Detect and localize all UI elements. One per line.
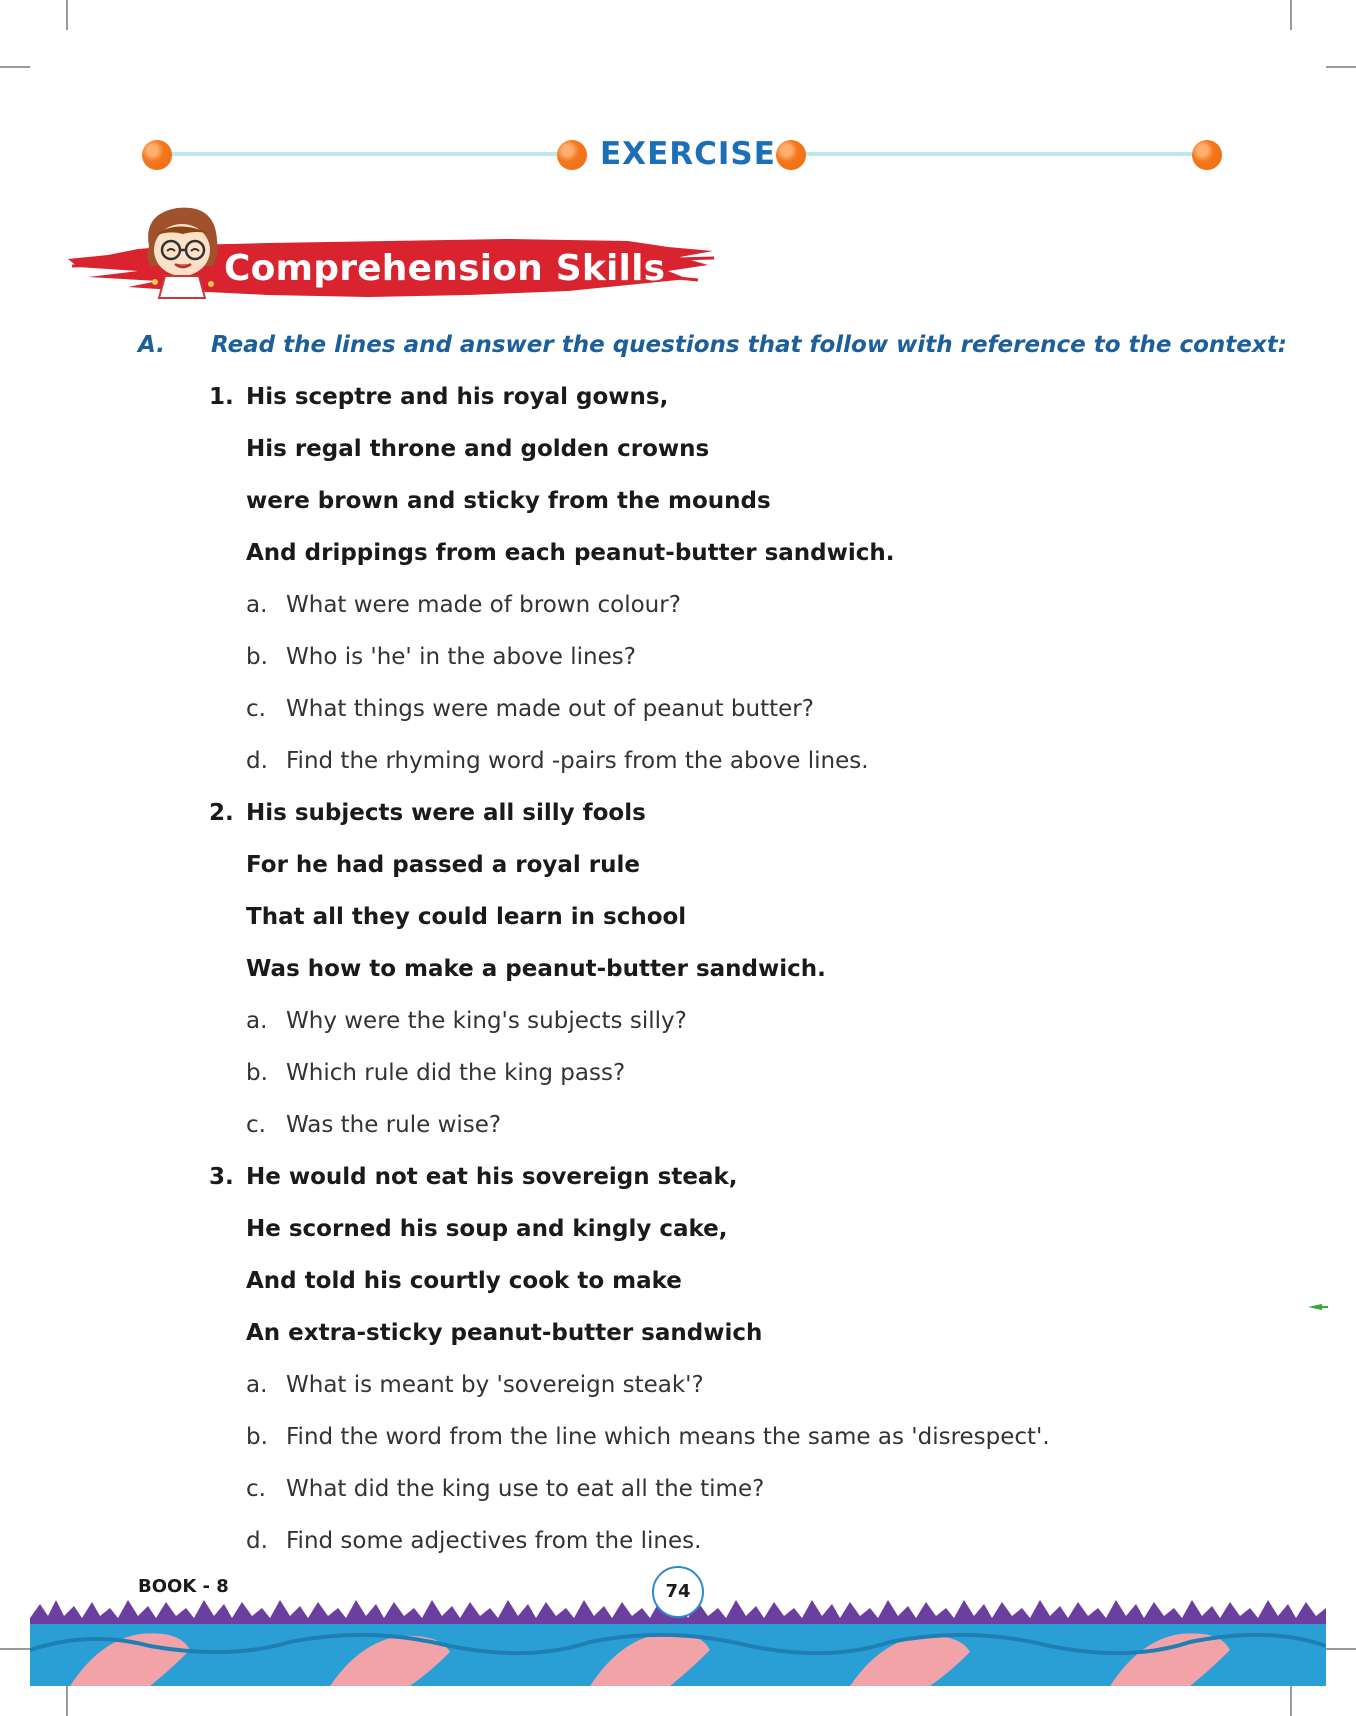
poem-line: His sceptre and his royal gowns, [246,384,669,410]
sub-question-letter: a. [246,592,268,618]
exercise-header [0,128,1356,180]
sub-question-text: What were made of brown colour? [286,592,681,618]
header-rule-right [800,152,1200,156]
sub-question-text: Find the word from the line which means the same as 'disrespect'. [286,1424,1050,1450]
poem-line: That all they could learn in school [246,904,687,930]
sub-question-text: Was the rule wise? [286,1112,502,1138]
poem-line: An extra-sticky peanut-butter sandwich [246,1320,763,1346]
question-number: 1. [209,384,234,410]
crop-mark [1290,0,1292,30]
sub-question-letter: c. [246,696,266,722]
sub-question-text: What did the king use to eat all the time? [286,1476,765,1502]
poem-line: Was how to make a peanut-butter sandwich. [246,956,826,982]
crop-mark [1290,1686,1292,1716]
poem-line: He would not eat his sovereign steak, [246,1164,738,1190]
sub-question-text: What things were made out of peanut butter? [286,696,814,722]
crop-mark [1326,66,1356,68]
poem-line: His subjects were all silly fools [246,800,646,826]
sub-question-letter: a. [246,1008,268,1034]
poem-line: For he had passed a royal rule [246,852,640,878]
poem-line: were brown and sticky from the mounds [246,488,771,514]
instruction-text: Read the lines and answer the questions that follow with reference to the context: [211,332,1287,358]
header-rule-left [160,152,560,156]
orange-dot-icon [142,140,172,170]
crop-mark [66,0,68,30]
orange-dot-icon [1192,140,1222,170]
sub-question-text: Why were the king's subjects silly? [286,1008,687,1034]
green-arrow-icon [1308,1302,1328,1312]
book-label: BOOK - 8 [138,1576,229,1597]
sub-question-text: What is meant by 'sovereign steak'? [286,1372,704,1398]
question-number: 2. [209,800,234,826]
crop-mark [0,66,30,68]
orange-dot-icon [776,140,806,170]
crop-mark [0,1648,30,1650]
orange-dot-icon [557,140,587,170]
crop-mark [66,1686,68,1716]
question-number: 3. [209,1164,234,1190]
section-title: Comprehension Skills [224,248,666,289]
sub-question-letter: c. [246,1112,266,1138]
sub-question-text: Find the rhyming word -pairs from the above lines. [286,748,869,774]
girl-mascot-icon [135,200,230,300]
exercise-title: EXERCISE [600,136,776,172]
poem-line: And drippings from each peanut-butter sandwich. [246,540,895,566]
instruction-label: A. [138,332,165,358]
sub-question-letter: d. [246,1528,268,1554]
sub-question-text: Who is 'he' in the above lines? [286,644,636,670]
sub-question-letter: a. [246,1372,268,1398]
sub-question-letter: b. [246,1424,268,1450]
page-number: 74 [652,1566,704,1618]
sub-question-letter: c. [246,1476,266,1502]
poem-line: His regal throne and golden crowns [246,436,710,462]
sub-question-letter: d. [246,748,268,774]
crop-mark [1326,1648,1356,1650]
poem-line: He scorned his soup and kingly cake, [246,1216,728,1242]
sub-question-text: Find some adjectives from the lines. [286,1528,702,1554]
sub-question-letter: b. [246,1060,268,1086]
poem-line: And told his courtly cook to make [246,1268,682,1294]
sub-question-letter: b. [246,644,268,670]
sub-question-text: Which rule did the king pass? [286,1060,626,1086]
